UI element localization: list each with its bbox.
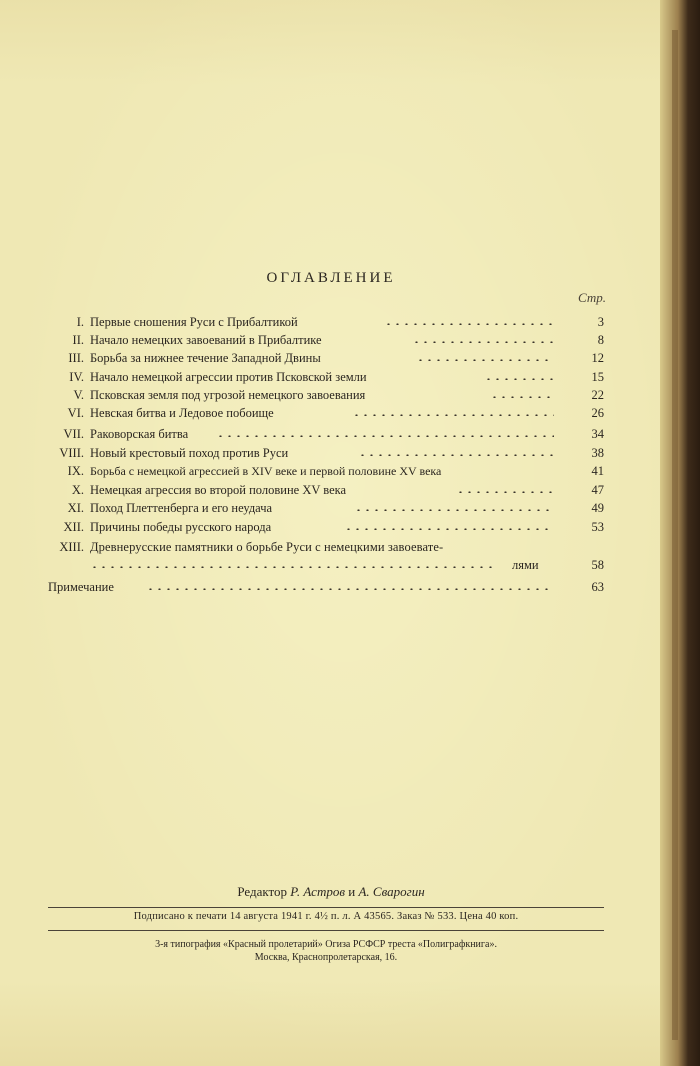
dot-leader xyxy=(456,491,554,493)
dot-leader xyxy=(352,414,554,416)
toc-entry-notes xyxy=(0,577,662,597)
chapter-title: Начало немецких завоеваний в Прибалтике xyxy=(90,333,322,347)
chapter-title: Начало немецкой агрессии против Псковской земли xyxy=(90,370,367,384)
chapter-title: Поход Плеттенберга и его неудача xyxy=(90,501,273,515)
page-number: 12 xyxy=(591,351,604,365)
chapter-title: Псковская земля под угрозой немецкого завоевания xyxy=(90,388,366,402)
toc-entry-continuation xyxy=(0,555,662,575)
pages-column-label: Стр. xyxy=(578,290,606,305)
page-number: 58 xyxy=(591,558,604,572)
editor-line xyxy=(0,884,662,900)
toc-entry xyxy=(0,312,662,332)
chapter-number: IV. xyxy=(69,370,84,384)
toc-entry xyxy=(0,443,662,463)
page-number: 26 xyxy=(591,406,604,420)
page-number: 49 xyxy=(591,501,604,515)
page-number: 8 xyxy=(597,333,604,347)
chapter-number: VII. xyxy=(63,427,84,441)
dot-leader xyxy=(216,435,554,437)
book-edge-shadow xyxy=(672,30,678,1040)
toc-entry xyxy=(0,461,662,481)
imprint-line: Подписано к печати 14 августа 1941 г. 4½ п. л. А 43565. Заказ № 533. Цена 40 коп. xyxy=(133,911,519,922)
toc-entry xyxy=(0,498,662,518)
dot-leader xyxy=(344,528,554,530)
dot-leader xyxy=(490,396,554,398)
dot-leader xyxy=(384,323,554,325)
page-number: 38 xyxy=(591,446,604,460)
chapter-title-continuation: лями xyxy=(512,558,539,572)
toc-entry xyxy=(0,367,662,387)
chapter-number: XI. xyxy=(67,501,84,515)
editor-prefix: Редактор xyxy=(237,884,288,899)
toc-entry xyxy=(0,480,662,500)
chapter-number: VIII. xyxy=(59,446,84,460)
toc-entry xyxy=(0,424,662,444)
chapter-title: Немецкая агрессия во второй половине XV века xyxy=(90,483,347,497)
chapter-title: Борьба с немецкой агрессией в XIV веке и первой половине XV века xyxy=(90,464,442,478)
toc-entry xyxy=(0,537,662,557)
dot-leader xyxy=(358,454,554,456)
dot-leader xyxy=(146,588,554,590)
chapter-number: X. xyxy=(71,483,84,497)
chapter-title: Первые сношения Руси с Прибалтикой xyxy=(90,315,298,329)
chapter-number: III. xyxy=(68,351,84,365)
printer-info xyxy=(48,938,604,964)
dot-leader xyxy=(484,378,554,380)
chapter-title: Новый крестовый поход против Руси xyxy=(90,446,289,460)
dot-leader xyxy=(354,509,554,511)
notes-title: Примечание xyxy=(48,580,114,594)
book-edge xyxy=(660,0,700,1066)
chapter-title: Раковорская битва xyxy=(90,427,189,441)
page-number: 15 xyxy=(591,370,604,384)
toc-entry xyxy=(0,330,662,350)
page-number: 22 xyxy=(591,388,604,402)
chapter-number: II. xyxy=(72,333,84,347)
page-number: 3 xyxy=(597,315,604,329)
page-number: 63 xyxy=(591,580,604,594)
editor-conjunction: и xyxy=(348,884,356,899)
dot-leader xyxy=(412,341,554,343)
page-number: 47 xyxy=(591,483,604,497)
chapter-number: IX. xyxy=(67,464,84,478)
page-number: 34 xyxy=(591,427,604,441)
chapter-number: XII. xyxy=(63,520,84,534)
toc-entry xyxy=(0,403,662,423)
printer-name: 3-я типография «Красный пролетарий» Огиза РСФСР треста «Полиграфкнига». xyxy=(155,939,497,950)
chapter-title: Древнерусские памятники о борьбе Руси с немецкими завоевате- xyxy=(90,540,444,554)
divider xyxy=(48,930,604,931)
chapter-number: VI. xyxy=(67,406,84,420)
dot-leader xyxy=(416,359,554,361)
chapter-number: V. xyxy=(73,388,84,402)
chapter-title: Невская битва и Ледовое побоище xyxy=(90,406,274,420)
toc-entry xyxy=(0,385,662,405)
chapter-number: I. xyxy=(76,315,84,329)
editor-name: Р. Астров xyxy=(290,884,345,899)
chapter-number: XIII. xyxy=(59,540,84,554)
toc-entry xyxy=(0,348,662,368)
chapter-title: Борьба за нижнее течение Западной Двины xyxy=(90,351,321,365)
editor-name: А. Сварогин xyxy=(358,884,425,899)
divider xyxy=(48,907,604,908)
dot-leader xyxy=(90,566,498,568)
printer-address: Москва, Краснопролетарская, 16. xyxy=(254,952,398,963)
chapter-title: Причины победы русского народа xyxy=(90,520,272,534)
toc-entry xyxy=(0,517,662,537)
page-number: 53 xyxy=(591,520,604,534)
contents-heading: ОГЛАВЛЕНИЕ xyxy=(266,270,396,286)
page-number: 41 xyxy=(591,464,604,478)
